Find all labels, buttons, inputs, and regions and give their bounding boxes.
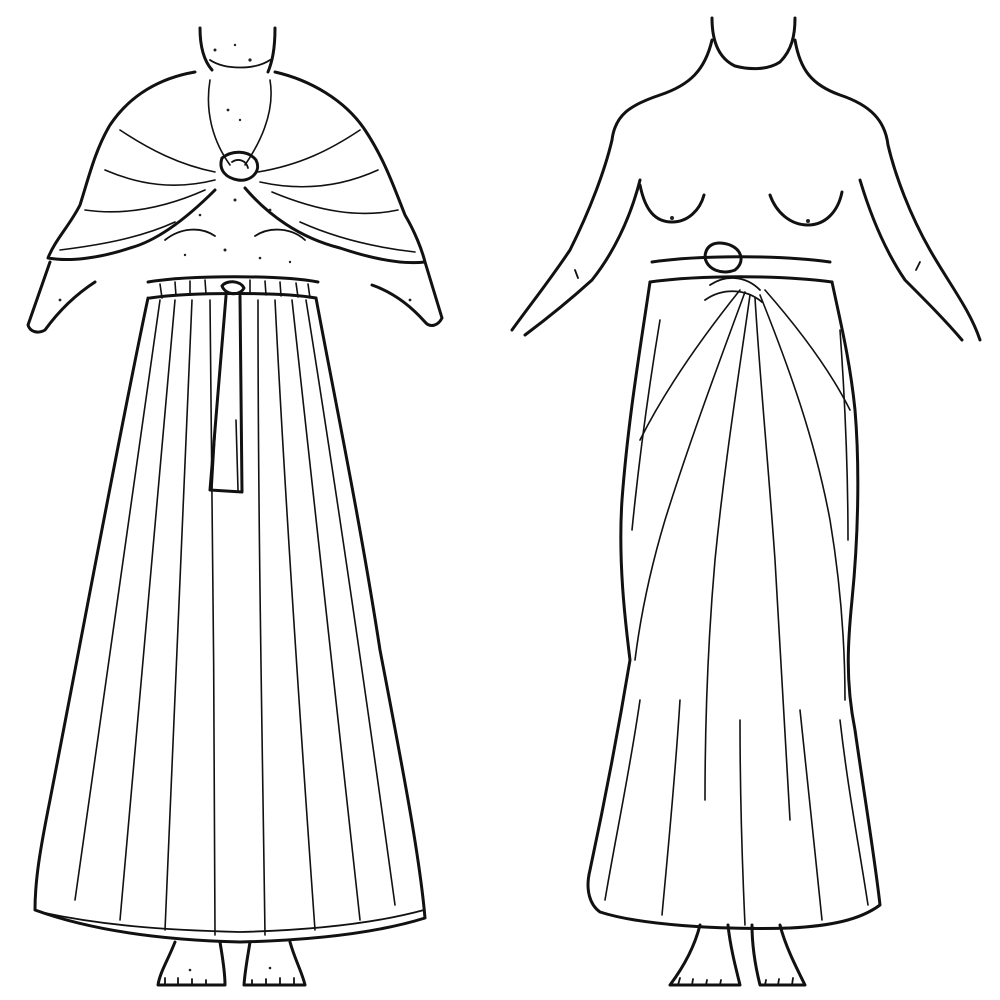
left-skirt <box>35 298 425 942</box>
right-neck-shoulders <box>712 18 795 69</box>
left-stippling <box>59 44 412 972</box>
right-skirt-drapes <box>605 290 868 925</box>
left-arm-left <box>28 262 95 332</box>
right-figure <box>512 18 980 985</box>
left-skirt-pleats <box>75 300 395 935</box>
left-feet <box>158 942 305 985</box>
left-neck <box>200 28 275 72</box>
left-belt-tie <box>210 282 244 492</box>
left-shawl <box>48 72 425 263</box>
left-shawl-knot <box>221 152 258 180</box>
right-skirt <box>588 282 880 928</box>
left-arm-right <box>372 262 442 325</box>
left-figure <box>28 28 442 985</box>
right-feet <box>670 925 805 985</box>
